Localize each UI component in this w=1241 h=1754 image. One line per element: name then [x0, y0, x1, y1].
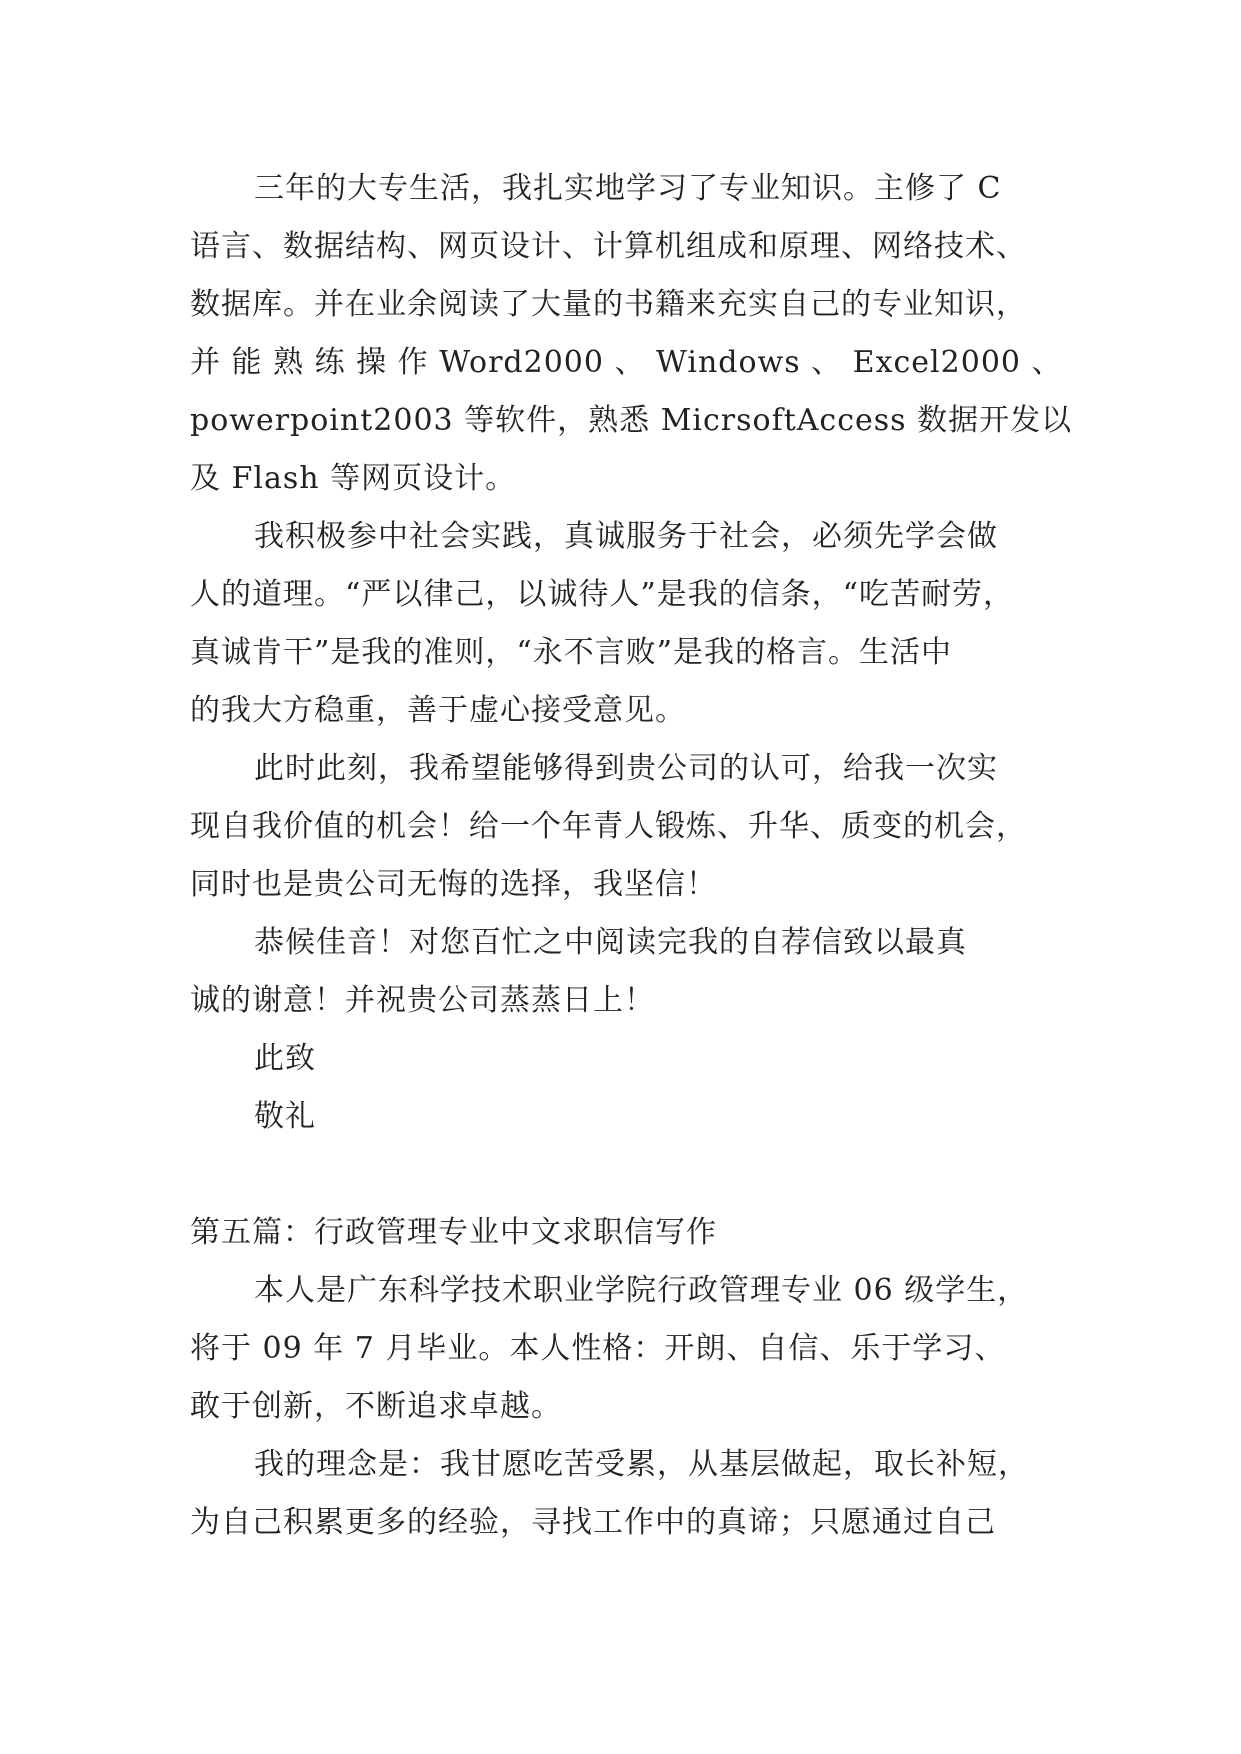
paragraph-1-line-4: 并 能 熟 练 操 作 Word2000 、 Windows 、 Excel2000 、: [190, 345, 1063, 380]
paragraph-3-line-1: 此时此刻，我希望能够得到贵公司的认可，给我一次实: [254, 751, 998, 786]
paragraph-1-line-3: 数据库。并在业余阅读了大量的书籍来充实自己的专业知识，: [190, 287, 1027, 322]
paragraph-5-line-3: 敢于创新，不断追求卓越。: [190, 1389, 562, 1424]
closing-regards: 敬礼: [254, 1099, 316, 1134]
document-page: [190, 160, 1090, 1552]
closing-salutation: 此致: [254, 1041, 316, 1076]
paragraph-4-line-2: 诚的谢意！并祝贵公司蒸蒸日上！: [190, 983, 655, 1018]
section-heading: 第五篇：行政管理专业中文求职信写作: [190, 1215, 717, 1250]
paragraph-3-line-2: 现自我价值的机会！给一个年青人锻炼、升华、质变的机会，: [190, 809, 1027, 844]
paragraph-1-line-2: 语言、数据结构、网页设计、计算机组成和原理、网络技术、: [190, 229, 1027, 264]
paragraph-2-line-3: 真诚肯干”是我的准则，“永不言败”是我的格言。生活中: [190, 635, 953, 670]
paragraph-6-line-2: 为自己积累更多的经验，寻找工作中的真谛；只愿通过自己: [190, 1505, 996, 1540]
paragraph-4-line-1: 恭候佳音！对您百忙之中阅读完我的自荐信致以最真: [254, 925, 967, 960]
paragraph-2-line-1: 我积极参中社会实践，真诚服务于社会，必须先学会做: [254, 519, 998, 554]
paragraph-2-line-4: 的我大方稳重，善于虚心接受意见。: [190, 693, 686, 728]
paragraph-1-line-1: 三年的大专生活，我扎实地学习了专业知识。主修了 C: [254, 171, 1002, 206]
paragraph-6-line-1: 我的理念是：我甘愿吃苦受累，从基层做起，取长补短，: [254, 1447, 1029, 1482]
paragraph-5-line-2: 将于 09 年 7 月毕业。本人性格：开朗、自信、乐于学习、: [190, 1331, 1006, 1366]
section-gap: [190, 1146, 1090, 1204]
paragraph-1-line-6: 及 Flash 等网页设计。: [190, 461, 517, 496]
paragraph-2-line-2: 人的道理。“严以律己，以诚待人”是我的信条，“吃苦耐劳，: [190, 577, 1015, 612]
paragraph-1-line-5: powerpoint2003 等软件，熟悉 MicrsoftAccess 数据开发以: [190, 403, 1073, 438]
paragraph-5-line-1: 本人是广东科学技术职业学院行政管理专业 06 级学生，: [254, 1273, 1029, 1308]
paragraph-3-line-3: 同时也是贵公司无悔的选择，我坚信！: [190, 867, 717, 902]
